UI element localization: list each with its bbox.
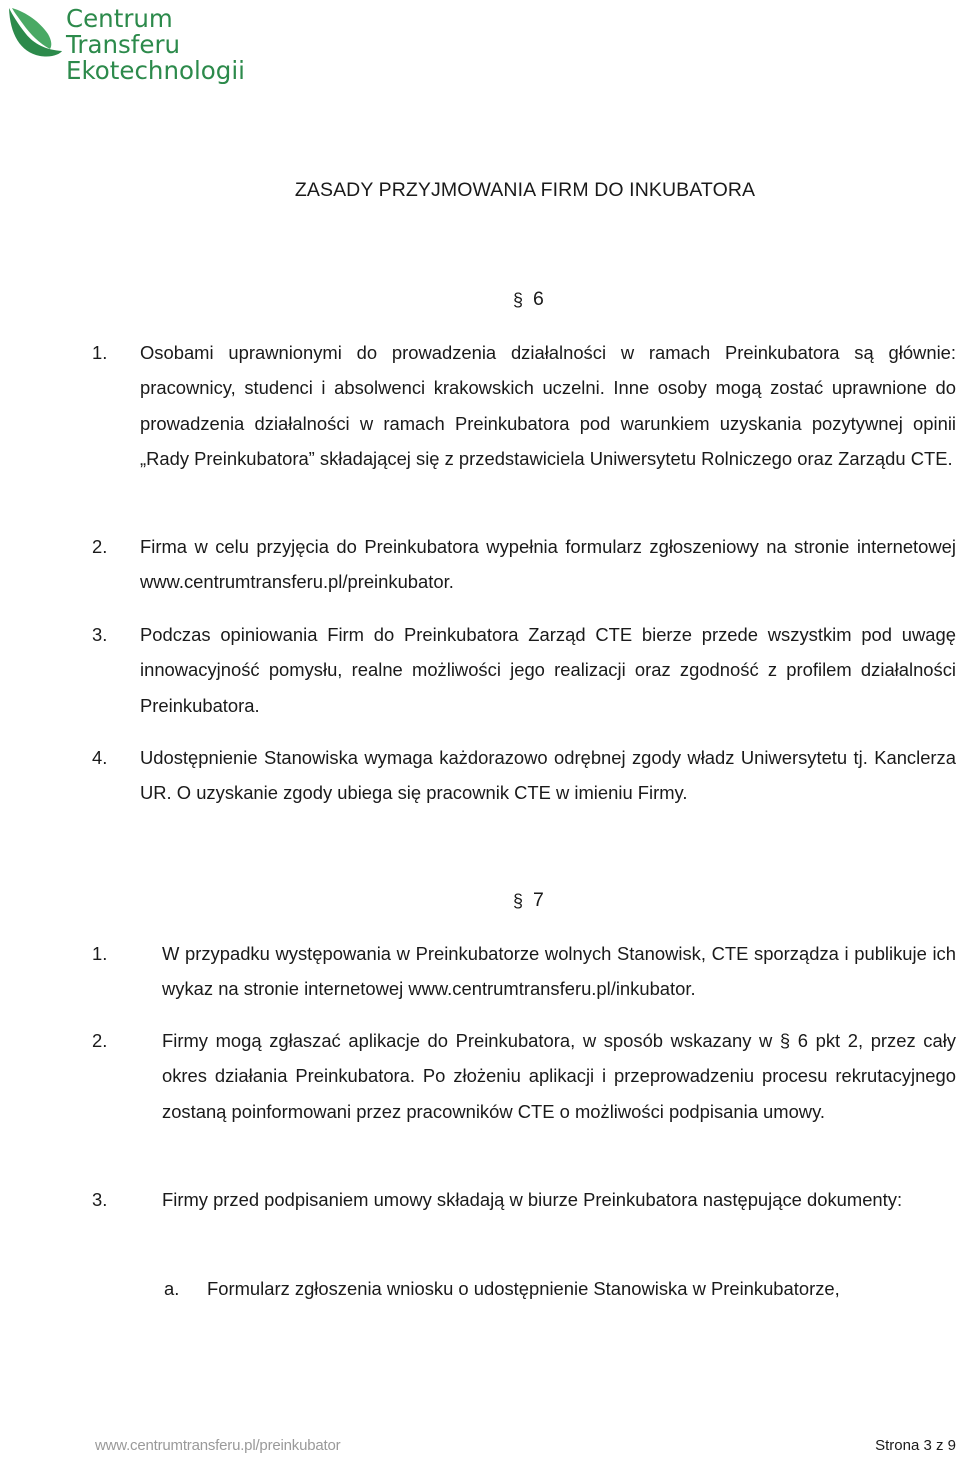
item-number: 3. — [92, 1189, 108, 1210]
item-text: W przypadku występowania w Preinkubatorze wolnych Stanowisk, CTE sporządza i publikuje ich wykaz na stronie internetowej www.centrumtransferu.pl/inkubator. — [162, 943, 956, 1000]
section-7-item-3 — [92, 1182, 956, 1217]
item-number: 4. — [92, 747, 108, 768]
subitem-letter: a. — [164, 1278, 180, 1299]
footer-website: www.centrumtransferu.pl/preinkubator — [95, 1437, 341, 1454]
section-reference-symbol: § — [779, 1030, 791, 1051]
section-7-subitem-a — [164, 1271, 956, 1306]
item-text-start: Firmy mogą zgłaszać aplikacje do Preinkubatora, w sposób wskazany w — [162, 1030, 780, 1051]
subitem-text: Formularz zgłoszenia wniosku o udostępnienie Stanowiska w Preinkubatorze, — [207, 1278, 840, 1299]
section-7-item-2 — [92, 1023, 956, 1129]
section-7-heading — [513, 891, 544, 911]
footer-page-number: Strona 3 z 9 — [875, 1437, 956, 1454]
item-text-end: 6 pkt 2, przez cały okres działania Preinkubatora. Po złożeniu aplikacji i przeprowadzeniu procesu rekrutacyjnego zostaną poinformowani przez pracowników CTE o możliwości podpisania umowy. — [162, 1030, 956, 1122]
section-6-item-4 — [92, 740, 956, 811]
item-text: Osobami uprawnionymi do prowadzenia działalności w ramach Preinkubatora są głównie: pracownicy, studenci i absolwenci krakowskich uczelni. Inne osoby mogą zostać uprawnione do prowadzenia działalności w ramach Preinkubatora pod warunkiem uzyskania pozytywnej opinii „Rady Preinkubatora” składającej się z przedstawiciela Uniwersytetu Rolniczego oraz Zarządu CTE. — [140, 342, 956, 469]
item-number: 1. — [92, 943, 108, 964]
section-6-item-3 — [92, 617, 956, 723]
cte-logo — [6, 4, 246, 96]
section-number: 6 — [533, 288, 544, 310]
item-text: Udostępnienie Stanowiska wymaga każdorazowo odrębnej zgody władz Uniwersytetu tj. Kanclerza UR. O uzyskanie zgody ubiega się pracownik CTE w imieniu Firmy. — [140, 747, 956, 804]
item-text: Podczas opiniowania Firm do Preinkubatora Zarząd CTE bierze przede wszystkim pod uwagę innowacyjność pomysłu, realne możliwości jego realizacji oraz zgodność z profilem działalności Preinkubatora. — [140, 624, 956, 716]
item-number: 2. — [92, 536, 108, 557]
leaf-logo-icon — [6, 4, 64, 64]
logo-line-3: Ekotechnologii — [66, 56, 245, 85]
section-6-item-2 — [92, 529, 956, 600]
item-number: 3. — [92, 624, 108, 645]
item-text: Firmy przed podpisaniem umowy składają w biurze Preinkubatora następujące dokumenty: — [162, 1189, 903, 1210]
section-6-item-1 — [92, 335, 956, 476]
section-symbol: § — [513, 290, 524, 310]
logo-wordmark — [66, 6, 245, 84]
item-number: 1. — [92, 342, 108, 363]
logo-line-1: Centrum — [66, 4, 173, 33]
section-6-heading — [513, 290, 544, 310]
logo-line-2: Transferu — [66, 30, 181, 59]
section-7-item-1 — [92, 936, 956, 1007]
item-text: Firma w celu przyjęcia do Preinkubatora wypełnia formularz zgłoszeniowy na stronie internetowej www.centrumtransferu.pl/preinkubator. — [140, 536, 956, 593]
item-number: 2. — [92, 1030, 108, 1051]
section-number: 7 — [533, 889, 544, 911]
item-text — [162, 1023, 956, 1129]
section-symbol: § — [513, 891, 524, 911]
document-title: ZASADY PRZYJMOWANIA FIRM DO INKUBATORA — [294, 179, 756, 201]
